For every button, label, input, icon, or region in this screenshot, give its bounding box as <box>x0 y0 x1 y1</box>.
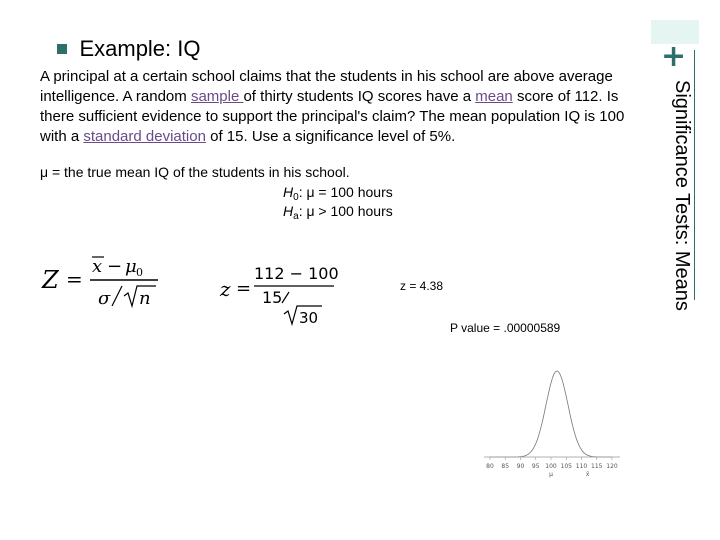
graph-tick-label: 85 <box>501 463 510 470</box>
graph-tick-label: 80 <box>486 463 494 470</box>
alternative-hypothesis <box>283 203 393 222</box>
formula-xbar: x <box>92 256 103 277</box>
ha-statement: : μ > 100 hours <box>298 203 393 219</box>
formula-n: n <box>139 288 151 309</box>
graph-tick-label: 95 <box>531 463 540 470</box>
formula-z: Z <box>42 266 59 294</box>
slide-title: Example: IQ <box>79 36 201 61</box>
sidebar-title: Significance Tests: Means <box>671 80 693 311</box>
calc-root: 30 <box>299 309 319 327</box>
formula-sigma: σ <box>98 288 111 309</box>
z-formula <box>40 252 170 312</box>
formula-slash <box>112 286 122 306</box>
graph-tick-label: 100 <box>545 463 557 470</box>
calc-numerator: 112 − 100 <box>254 264 339 283</box>
z-result: z = 4.38 <box>400 279 444 293</box>
link-standard-deviation[interactable]: standard deviation <box>83 128 206 145</box>
graph-ticks <box>486 457 618 478</box>
p-value: P value = .00000589 <box>450 321 561 335</box>
z-calculation <box>218 262 343 328</box>
graph-tick-label: 90 <box>516 463 525 470</box>
ha-subscript: a <box>293 211 299 222</box>
normal-curve-graph <box>482 365 622 485</box>
graph-tick-label: 115 <box>591 463 603 470</box>
bell-curve <box>490 371 612 457</box>
mu-definition: μ = the true mean IQ of the students in his school. <box>40 164 350 180</box>
graph-tick-label: 110 <box>575 463 588 470</box>
formula-mu: μ <box>125 256 137 277</box>
formula-minus: − <box>107 256 123 277</box>
calc-denominator: 15 <box>262 288 283 307</box>
link-mean[interactable]: mean <box>475 88 513 105</box>
graph-marker-label: x̄ <box>585 471 590 478</box>
intro-text-3: score of 112. Is there sufficient evidence to support the principal's claim? The mean population IQ is 100 with a <box>40 88 625 145</box>
graph-marker-label: μ <box>549 471 553 478</box>
link-sample[interactable]: sample <box>190 88 244 105</box>
null-hypothesis <box>283 184 393 203</box>
slide-title-row <box>57 36 201 62</box>
plus-icon: + <box>661 39 687 74</box>
graph-tick-label: 120 <box>606 463 618 470</box>
intro-text-1: A principal at a certain school claims that the students in his school are above average intelligence. A random <box>40 68 613 105</box>
intro-text-4: of 15. Use a significance level of 5%. <box>205 128 456 145</box>
calc-eq: = <box>236 278 252 299</box>
h0-statement: : μ = 100 hours <box>298 184 393 200</box>
formula-mu-sub: 0 <box>136 266 143 279</box>
h0-subscript: 0 <box>293 192 299 203</box>
problem-statement <box>40 67 640 147</box>
h0-letter: H <box>283 184 294 200</box>
intro-text-2: of thirty students IQ scores have a <box>243 88 476 105</box>
square-bullet-icon <box>57 44 67 54</box>
ha-letter: H <box>283 203 294 219</box>
formula-eq: = <box>66 267 83 291</box>
calc-z: z <box>220 277 231 301</box>
calc-slash <box>282 292 289 303</box>
graph-tick-label: 105 <box>560 463 572 470</box>
